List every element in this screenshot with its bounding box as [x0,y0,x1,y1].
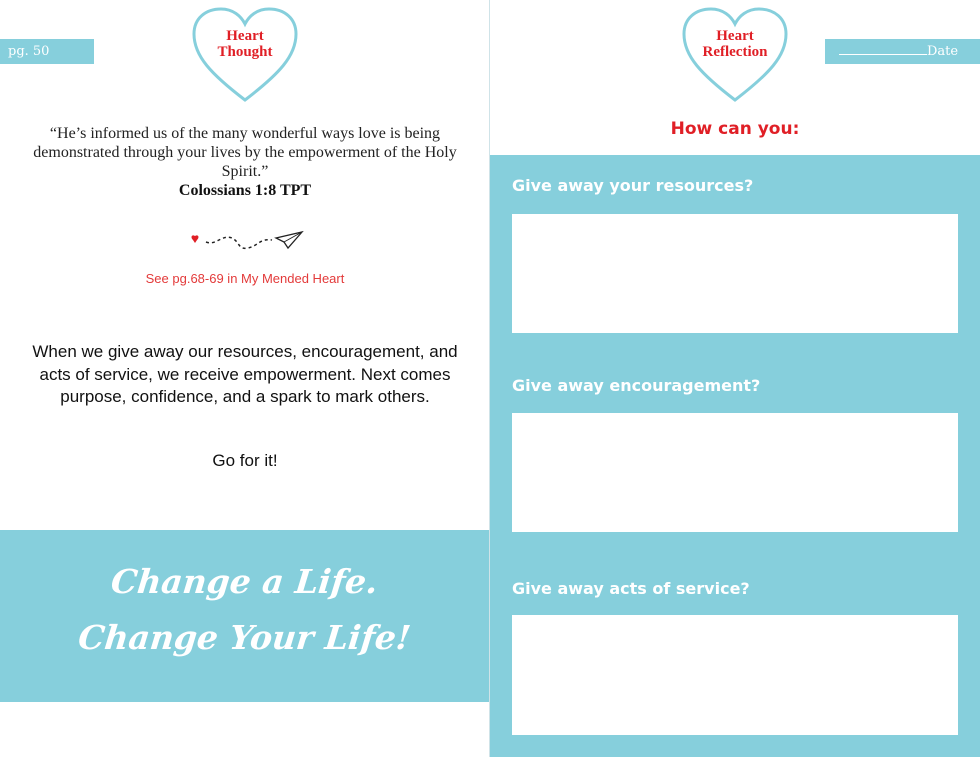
heart-thought-badge [191,6,299,104]
right-page [490,0,980,757]
scripture-reference: Colossians 1:8 TPT [178,182,312,199]
heart-thought-title [191,28,299,60]
answer-box-resources[interactable] [512,214,958,333]
answer-box-acts-of-service[interactable] [512,615,958,735]
banner-line1: Change a Life. [109,562,380,601]
left-page [0,0,489,757]
reflection-panel [490,155,980,757]
body-paragraph: When we give away our resources, encouragement, and acts of service, we receive empowerment. Next comes purpose, confidence, and a spark to mark others. [32,342,458,406]
question-acts-of-service: Give away acts of service? [512,579,750,598]
heart-title-line2: Thought [217,44,273,60]
page-number: pg. 50 [8,44,50,59]
heart-reflection-badge [681,6,789,104]
prompt-heading: How can you: [670,119,800,139]
heart-title-line1: Heart [226,28,264,44]
paper-plane-heart-doodle-icon [188,228,308,254]
heart-title-line2: Reflection [702,44,768,60]
scripture-quote: “He’s informed us of the many wonderful ways love is being demonstrated through your lives by the empowerment of the Holy Spirit.” [33,125,457,180]
question-resources: Give away your resources? [512,176,754,195]
heart-title-line1: Heart [716,28,754,44]
slogan-banner [0,530,489,702]
heart-reflection-title [681,28,789,60]
banner-line2: Change Your Life! [76,618,413,657]
question-encouragement: Give away encouragement? [512,376,761,395]
date-input-line[interactable] [839,40,927,55]
answer-box-encouragement[interactable] [512,413,958,532]
date-label: Date [927,44,959,59]
closing-line: Go for it! [212,451,278,470]
date-tab [825,39,980,64]
page-number-tab [0,39,94,64]
see-page-note: See pg.68-69 in My Mended Heart [145,271,345,286]
